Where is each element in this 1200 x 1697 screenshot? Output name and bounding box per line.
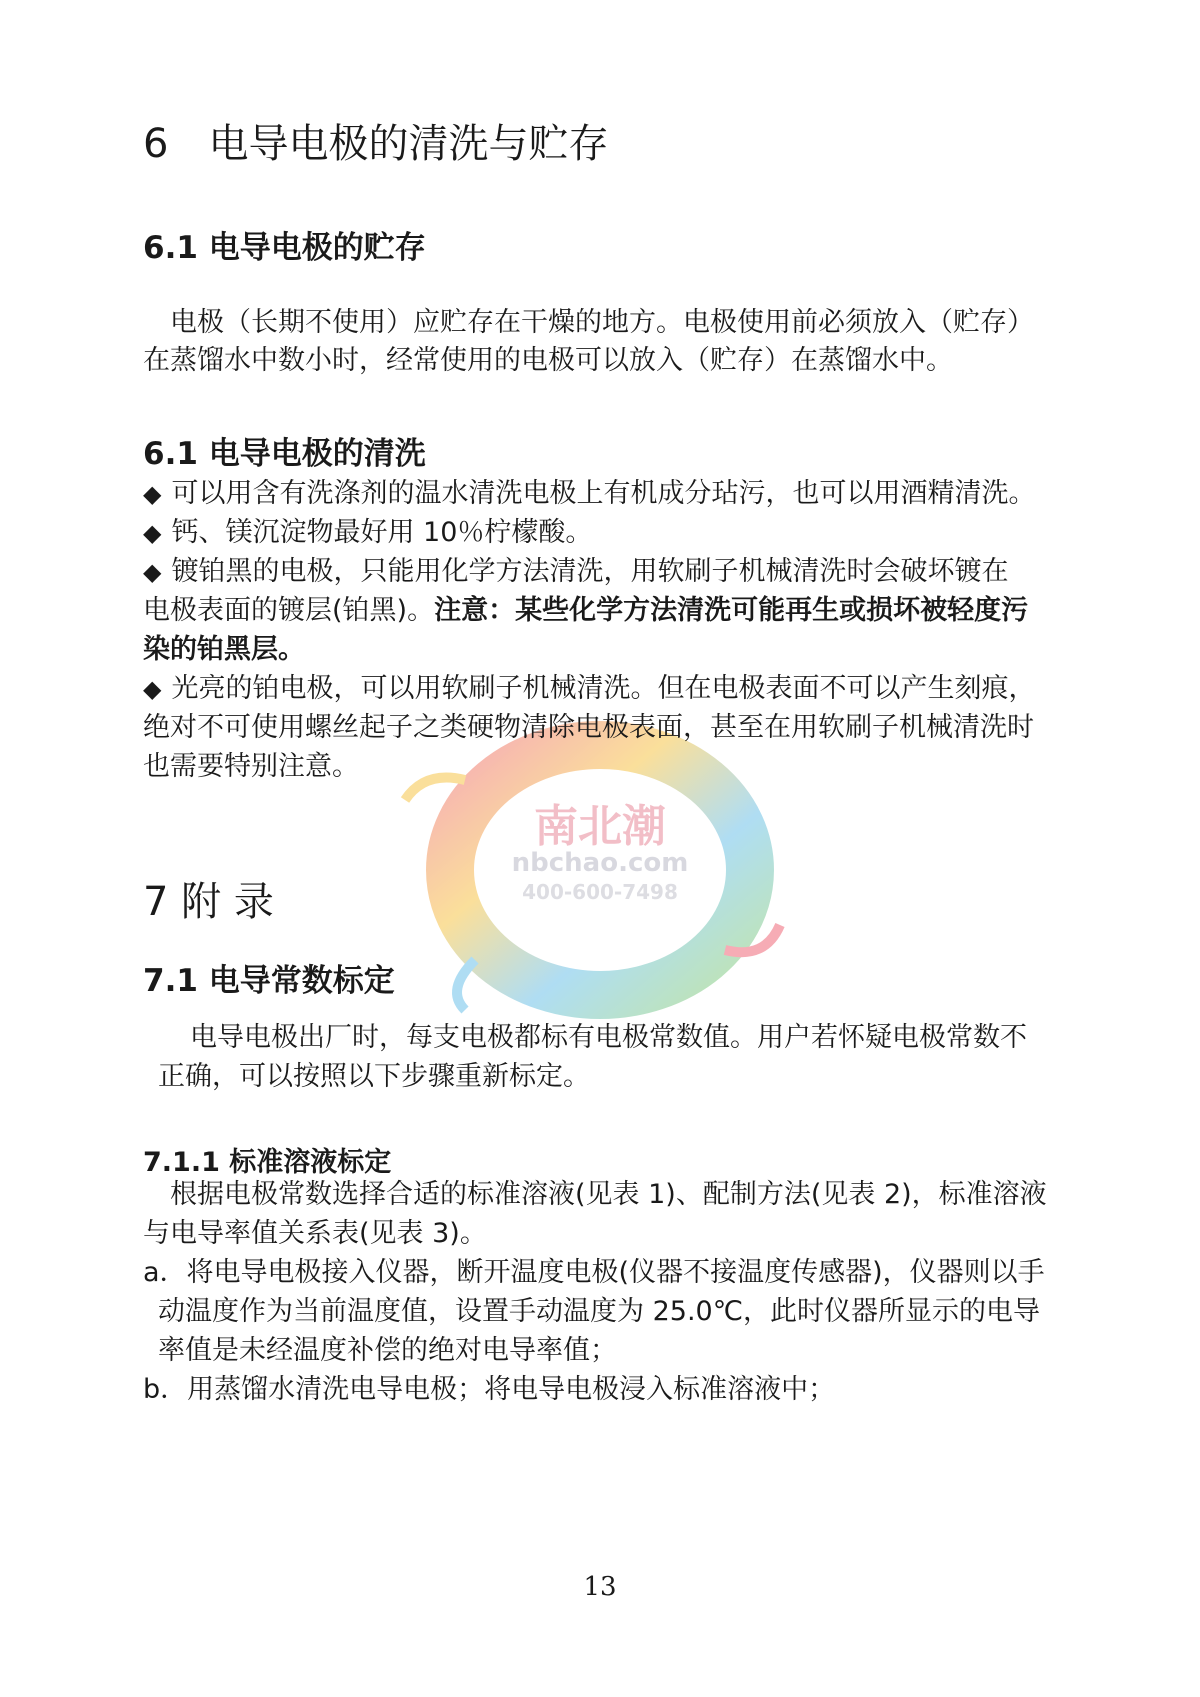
section-6-1-title: 6.1 电导电极的贮存 xyxy=(143,230,426,266)
bullet-text: 钙、镁沉淀物最好用 10％柠檬酸。 xyxy=(171,517,593,548)
section-7-title: 7 附 录 xyxy=(143,879,274,925)
bullet-item-3 xyxy=(143,552,1128,592)
diamond-bullet-icon: ◆ xyxy=(143,558,162,586)
bullet-item-3-line-2 xyxy=(143,591,1128,631)
diamond-bullet-icon: ◆ xyxy=(143,675,162,703)
diamond-bullet-icon: ◆ xyxy=(143,480,162,508)
step-a-line-3: 率值是未经温度补偿的绝对电导率值； xyxy=(158,1335,617,1366)
bullet-item-4 xyxy=(143,669,1128,709)
storage-paragraph-line-1: 电极（长期不使用）应贮存在干燥的地方。电极使用前必须放入（贮存） xyxy=(143,307,1034,338)
calibration-paragraph-line-1: 电导电极出厂时，每支电极都标有电极常数值。用户若怀疑电极常数不 xyxy=(190,1022,1027,1053)
bullet-item-4-line-2: 绝对不可使用螺丝起子之类硬物清除电极表面，甚至在用软刷子机械清洗时 xyxy=(143,712,1034,743)
section-6-title: 6 电导电极的清洗与贮存 xyxy=(143,121,609,167)
bullet-text: 可以用含有洗涤剂的温水清洗电极上有机成分玷污，也可以用酒精清洗。 xyxy=(171,478,1036,509)
watermark-brand: 南北潮 xyxy=(534,801,666,852)
bullet-text: 电极表面的镀层(铂黑)。 xyxy=(143,595,435,626)
diamond-bullet-icon: ◆ xyxy=(143,519,162,547)
step-a-line-1: a．将电导电极接入仪器，断开温度电极(仪器不接温度传感器)，仪器则以手 xyxy=(143,1257,1045,1288)
standard-solution-paragraph-line-1: 根据电极常数选择合适的标准溶液(见表 1)、配制方法(见表 2)，标准溶液 xyxy=(143,1179,1047,1210)
watermark-domain: nbchao.com xyxy=(511,848,689,878)
section-7-1-title: 7.1 电导常数标定 xyxy=(143,963,395,999)
section-7-1-1-title: 7.1.1 标准溶液标定 xyxy=(143,1147,392,1178)
bullet-text: 镀铂黑的电极，只能用化学方法清洗，用软刷子机械清洗时会破坏镀在 xyxy=(171,556,1009,587)
storage-paragraph-line-2: 在蒸馏水中数小时，经常使用的电极可以放入（贮存）在蒸馏水中。 xyxy=(143,345,953,376)
bullet-item-4-line-3: 也需要特别注意。 xyxy=(143,751,359,782)
bullet-text: 光亮的铂电极，可以用软刷子机械清洗。但在电极表面不可以产生刻痕， xyxy=(171,673,1036,704)
caution-text: 注意：某些化学方法清洗可能再生或损坏被轻度污 xyxy=(434,595,1029,626)
calibration-paragraph-line-2: 正确，可以按照以下步骤重新标定。 xyxy=(158,1061,590,1092)
section-6-1-cleaning-title: 6.1 电导电极的清洗 xyxy=(143,436,426,472)
bullet-item-1 xyxy=(143,474,1128,514)
bullet-item-2 xyxy=(143,513,1128,553)
standard-solution-paragraph-line-2: 与电导率值关系表(见表 3)。 xyxy=(143,1218,487,1249)
step-b-line-1: b．用蒸馏水清洗电导电极；将电导电极浸入标准溶液中； xyxy=(143,1374,836,1405)
step-a-line-2: 动温度作为当前温度值，设置手动温度为 25.0℃，此时仪器所显示的电导 xyxy=(158,1296,1041,1327)
page-number: 13 xyxy=(583,1572,617,1602)
watermark-phone: 400-600-7498 xyxy=(522,880,678,904)
caution-text-line-2: 染的铂黑层。 xyxy=(143,634,305,665)
